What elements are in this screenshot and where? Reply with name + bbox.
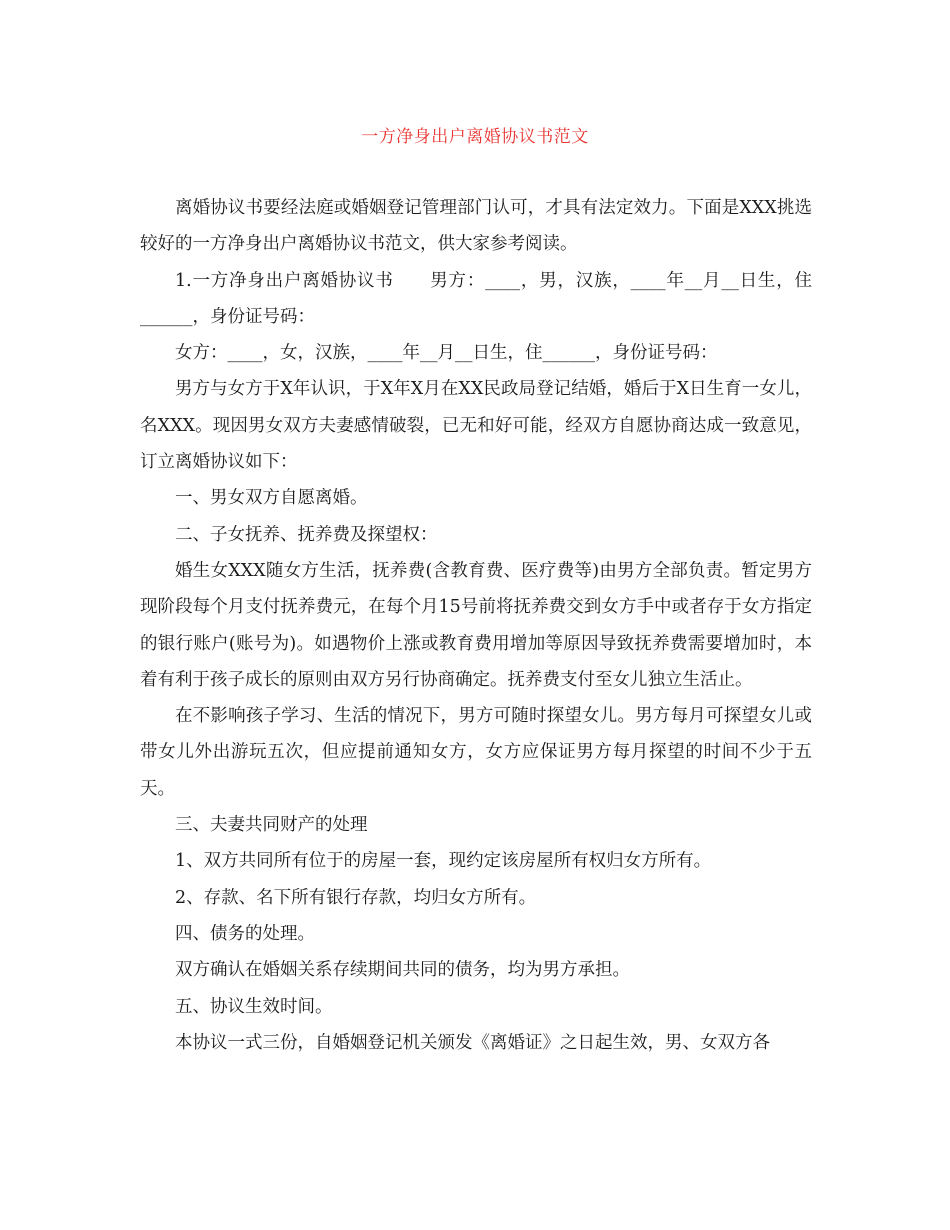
section-heading-effective: 五、协议生效时间。 [175, 996, 333, 1017]
section-heading-custody: 二、子女抚养、抚养费及探望权： [175, 524, 438, 545]
paragraph-background: 男方与女方于X年认识，于X年X月在XX民政局登记结婚，婚后于X日生育一女儿，名XXX。现因男女双方夫妻感情破裂，已无和好可能，经双方自愿协商达成一致意见，订立离婚协议如下： [140, 379, 812, 473]
paragraph-child-support: 婚生女XXX随女方生活，抚养费(含教育费、医疗费等)由男方全部负责。暂定男方现阶段每个月支付抚养费元，在每个月15号前将抚养费交到女方手中或者存于女方指定的银行账户(账号为)。如遇物价上涨或教育费用增加等原因导致抚养费需要增加时，本着有利于孩子成长的原则由双方另行协商确定。抚养费支付至女儿独立生活止。 [140, 560, 812, 690]
document-body [140, 190, 812, 1061]
paragraph-property-savings: 2、存款、名下所有银行存款，均归女方所有。 [175, 887, 537, 908]
section-heading-debts: 四、债务的处理。 [175, 923, 315, 944]
paragraph-intro: 离婚协议书要经法庭或婚姻登记管理部门认可，才具有法定效力。下面是XXX挑选较好的一方净身出户离婚协议书范文，供大家参考阅读。 [140, 198, 812, 255]
paragraph-female-party: 女方：____，女，汉族，____年__月__日生，住______，身份证号码： [175, 343, 718, 364]
section-heading-property: 三、夫妻共同财产的处理 [175, 815, 368, 836]
paragraph-visitation: 在不影响孩子学习、生活的情况下，男方可随时探望女儿。男方每月可探望女儿或带女儿外出游玩五次，但应提前通知女方，女方应保证男方每月探望的时间不少于五天。 [140, 706, 812, 799]
section-heading-divorce: 一、男女双方自愿离婚。 [175, 488, 368, 509]
paragraph-property-house: 1、双方共同所有位于的房屋一套，现约定该房屋所有权归女方所有。 [175, 851, 712, 872]
paragraph-effective: 本协议一式三份，自婚姻登记机关颁发《离婚证》之日起生效，男、女双方各 [175, 1032, 770, 1053]
paragraph-debts: 双方确认在婚姻关系存续期间共同的债务，均为男方承担。 [175, 960, 630, 981]
paragraph-male-party: 1.一方净身出户离婚协议书 男方：____，男，汉族，____年__月__日生，住______，身份证号码： [140, 270, 812, 327]
document-title: 一方净身出户离婚协议书范文 [361, 127, 589, 147]
